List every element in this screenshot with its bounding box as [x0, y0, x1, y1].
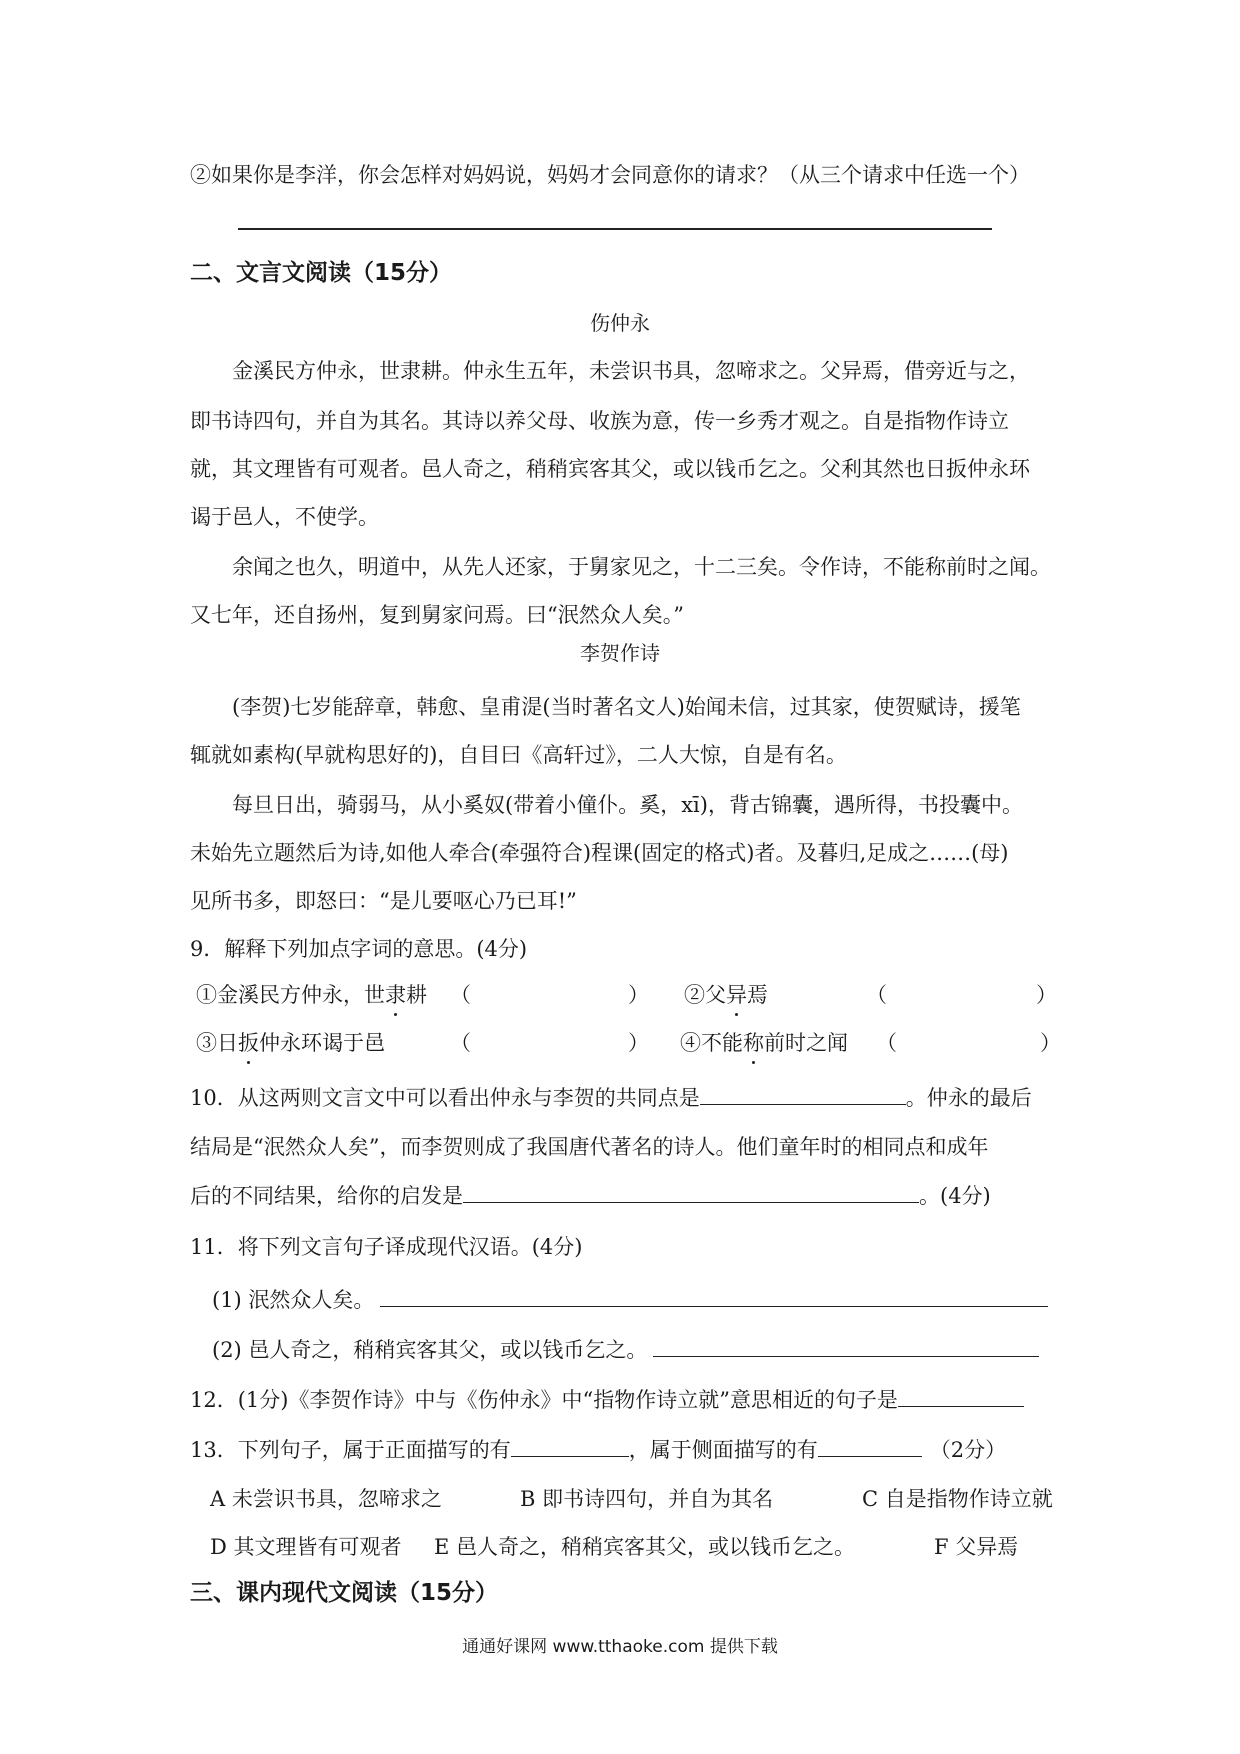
question-9-item-4 — [680, 1028, 848, 1058]
item-text: 前时之闻 — [764, 1031, 848, 1055]
q13-option-f: F 父异焉 — [934, 1535, 1019, 1559]
question-11-stem: 11．将下列文言句子译成现代汉语。(4分) — [190, 1235, 583, 1259]
q9-open-paren: （ — [876, 1031, 897, 1055]
passage2-line: 辄就如素构(早就构思好的)，自目曰《高轩过》，二人大惊，自是有名。 — [190, 743, 847, 767]
q13-option-a: A 未尝识书具，忽啼求之 — [210, 1487, 442, 1511]
item-text: 耕 — [406, 983, 427, 1007]
question-10-line-1 — [190, 1082, 1032, 1113]
item-text: ③日 — [196, 1031, 238, 1055]
sentence-text: (2) 邑人奇之，稍稍宾客其父，或以钱币乞之。 — [212, 1338, 648, 1362]
q10-text: 。(4分) — [919, 1184, 991, 1208]
dotted-char: 隶 — [385, 980, 406, 1010]
answer-blank[interactable] — [463, 1180, 919, 1203]
passage-title-li-he: 李贺作诗 — [580, 641, 660, 665]
passage1-line: 余闻之也久，明道中，从先人还家，于舅家见之，十二三矣。令作诗，不能称前时之闻。 — [232, 555, 1051, 579]
question-9-stem: 9．解释下列加点字词的意思。(4分) — [190, 937, 528, 961]
q10-text: 后的不同结果，给你的启发是 — [190, 1184, 463, 1208]
passage1-line: 又七年，还自扬州，复到舅家问焉。曰“泯然众人矣。” — [190, 603, 684, 627]
passage2-line: 见所书多，即怒曰：“是儿要呕心乃已耳!” — [190, 889, 577, 913]
q9-open-paren: （ — [450, 983, 471, 1007]
question-9-item-3 — [196, 1028, 385, 1058]
page-footer: 通通好课网 www.tthaoke.com 提供下载 — [462, 1637, 778, 1657]
passage1-line: 谒于邑人，不使学。 — [190, 505, 379, 529]
section-heading-modern-text: 三、课内现代文阅读（15分） — [190, 1580, 499, 1606]
passage1-line: 就，其文理皆有可观者。邑人奇之，稍稍宾客其父，或以钱币乞之。父利其然也日扳仲永环 — [190, 457, 1030, 481]
question-9-item-2 — [684, 980, 768, 1010]
q9-close-paren: ） — [628, 983, 649, 1007]
answer-blank[interactable] — [653, 1334, 1039, 1357]
dotted-char: 扳 — [238, 1028, 259, 1058]
q9-open-paren: （ — [866, 983, 887, 1007]
q9-open-paren: （ — [450, 1031, 471, 1055]
dotted-char: 称 — [743, 1028, 764, 1058]
question-10-line-2: 结局是“泯然众人矣”，而李贺则成了我国唐代著名的诗人。他们童年时的相同点和成年 — [190, 1135, 989, 1159]
q13-text: 13．下列句子，属于正面描写的有 — [190, 1438, 511, 1462]
passage-title-shang-zhongyong: 伤仲永 — [590, 311, 650, 335]
q10-text: 。仲永的最后 — [905, 1086, 1032, 1110]
answer-blank[interactable] — [700, 1082, 906, 1105]
item-text: 仲永环谒于邑 — [259, 1031, 385, 1055]
item-text: ①金溪民方仲永，世 — [196, 983, 385, 1007]
q13-text: （2分） — [929, 1438, 1007, 1462]
section-heading-classical: 二、文言文阅读（15分） — [190, 260, 453, 286]
sentence-text: (1) 泯然众人矣。 — [212, 1288, 375, 1312]
q13-text: ，属于侧面描写的有 — [628, 1438, 818, 1462]
q13-option-c: C 自是指物作诗立就 — [862, 1487, 1053, 1511]
q13-option-e: E 邑人奇之，稍稍宾客其父，或以钱币乞之。 — [434, 1535, 856, 1559]
passage2-line: (李贺)七岁能辞章，韩愈、皇甫湜(当时著名文人)始闻未信，过其家，使贺赋诗，援笔 — [232, 695, 1021, 719]
q9-close-paren: ） — [628, 1031, 649, 1055]
passage2-line: 每旦日出，骑弱马，从小奚奴(带着小僮仆。奚，xī)，背古锦囊，遇所得，书投囊中。 — [232, 793, 1023, 817]
item-text: 焉 — [747, 983, 768, 1007]
passage1-line: 金溪民方仲永，世隶耕。仲永生五年，未尝识书具，忽啼求之。父异焉，借旁近与之， — [232, 359, 1030, 383]
question-13-stem — [190, 1434, 1006, 1465]
q9-close-paren: ） — [1036, 983, 1057, 1007]
passage2-line: 未始先立题然后为诗,如他人牵合(牵强符合)程课(固定的格式)者。及暮归,足成之……(母) — [190, 841, 1009, 865]
answer-blank[interactable] — [898, 1384, 1024, 1407]
q13-option-b: B 即书诗四句，并自为其名 — [520, 1487, 774, 1511]
dotted-char: 异 — [726, 980, 747, 1010]
question-10-line-3 — [190, 1180, 991, 1211]
q10-text: 10．从这两则文言文中可以看出仲永与李贺的共同点是 — [190, 1086, 700, 1110]
answer-blank[interactable] — [511, 1434, 629, 1457]
q12-text: 12．(1分)《李贺作诗》中与《伤仲永》中“指物作诗立就”意思相近的句子是 — [190, 1388, 898, 1412]
question-12 — [190, 1384, 1024, 1415]
question-8-part2: ②如果你是李洋，你会怎样对妈妈说，妈妈才会同意你的请求？（从三个请求中任选一个） — [190, 163, 1030, 187]
answer-blank[interactable] — [380, 1284, 1048, 1307]
passage1-line: 即书诗四句，并自为其名。其诗以养父母、收族为意，传一乡秀才观之。自是指物作诗立 — [190, 409, 1009, 433]
question-11-sentence-2 — [212, 1334, 1039, 1365]
question-11-sentence-1 — [212, 1284, 1048, 1315]
q9-close-paren: ） — [1040, 1031, 1061, 1055]
question-9-item-1 — [196, 980, 427, 1010]
q13-option-d: D 其文理皆有可观者 — [210, 1535, 402, 1559]
answer-line — [238, 228, 992, 230]
answer-blank[interactable] — [818, 1434, 922, 1457]
item-text: ②父 — [684, 983, 726, 1007]
item-text: ④不能 — [680, 1031, 743, 1055]
